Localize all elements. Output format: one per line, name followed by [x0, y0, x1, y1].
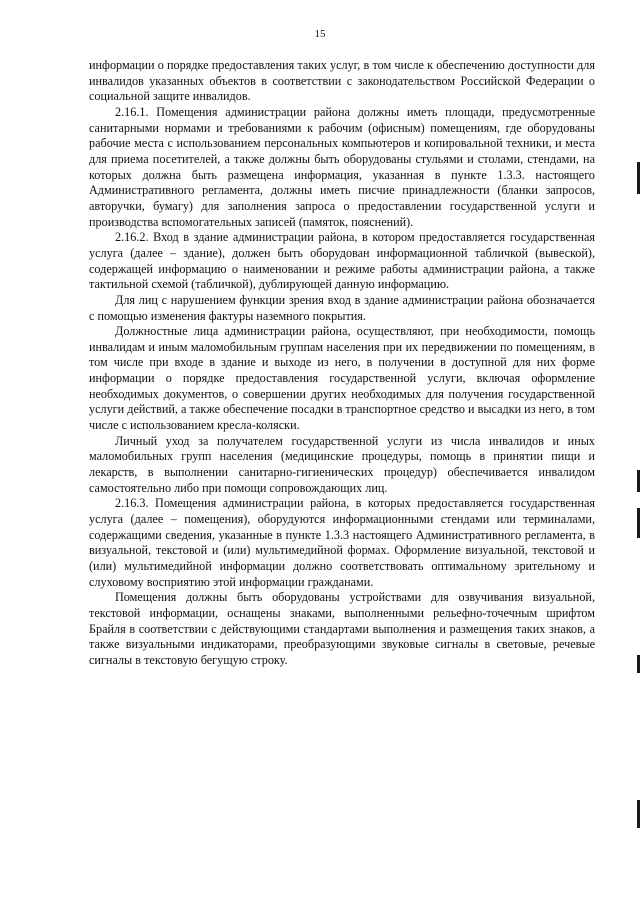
paragraph-2-16-2: 2.16.2. Вход в здание администрации района, в котором предоставляется государственная услуга (далее – здание), должен быть оборудован информационной табличкой (вывеской), содержащей информацию о наименовании и режиме работы администрации района, а также тактильной схемой (табличкой), дублирующей данную информацию.	[89, 230, 595, 292]
paragraph-2-16-3: 2.16.3. Помещения администрации района, в которых предоставляется государственная услуга (далее – помещения), оборудуются информационными стендами или терминалами, содержащими сведения, указанные в пункте 1.3.3 настоящего Административного регламента, в визуальной, текстовой и (или) мультимедийной формах. Оформление визуальной, текстовой и (или) мультимедийной информации должно соответствовать оптимальному зрительному и слуховому восприятию этой информации гражданами.	[89, 496, 595, 589]
paragraph-2-16-1: 2.16.1. Помещения администрации района должны иметь площади, предусмотренные санитарными нормами и требованиями к рабочим (офисным) помещениям, где оборудованы рабочие места с использованием персональных компьютеров и копировальной техники, и места для приема посетителей, а также должны быть оборудованы стульями и столами, стендами, на которых должна быть размещена информация, указанная в пункте 1.3.3. настоящего Административного регламента, должны иметь писчие принадлежности (бланки запросов, авторучки, бумагу) для заполнения запроса о предоставлении государственной услуги и производства вспомогательных записей (памяток, пояснений).	[89, 104, 595, 229]
paragraph-vision-impaired-entrance: Для лиц с нарушением функции зрения вход в здание администрации района обозначается с помощью изменения фактуры наземного покрытия.	[89, 292, 595, 323]
page-number: 15	[314, 28, 326, 40]
paragraph-officials-assistance: Должностные лица администрации района, осуществляют, при необходимости, помощь инвалидам и иным маломобильным группам населения при их передвижении по помещениям, в том числе при входе в здание и выходе из него, в получении в доступной для них форме информации о порядке предоставления государственной услуги, включая оформление необходимых документов, о совершении других необходимых для получения государственной услуги действий, а также обеспечение посадки в транспортное средство и высадки из него, в том числе с использованием кресла-коляски.	[89, 324, 595, 433]
paragraph-sound-braille-equipment: Помещения должны быть оборудованы устройствами для озвучивания визуальной, текстовой информации, оснащены знаками, выполненными рельефно-точечным шрифтом Брайля в соответствии с действующими стандартами выполнения и размещения таких знаков, а также визуальными индикаторами, преобразующими звуковые сигналы в световые, речевые сигналы в текстовую бегущую строку.	[89, 590, 595, 667]
paragraph-personal-care: Личный уход за получателем государственной услуги из числа инвалидов и иных маломобильных групп населения (медицинские процедуры, помощь в принятии пищи и лекарств, в выполнении санитарно-гигиенических процедур) обеспечивается инвалидом самостоятельно либо при помощи сопровождающих лиц.	[89, 433, 595, 495]
paragraph-continuation: информации о порядке предоставления таких услуг, в том числе к обеспечению доступности для инвалидов указанных объектов в соответствии с законодательством Российской Федерации о социальной защите инвалидов.	[89, 58, 595, 104]
document-body	[89, 58, 595, 669]
